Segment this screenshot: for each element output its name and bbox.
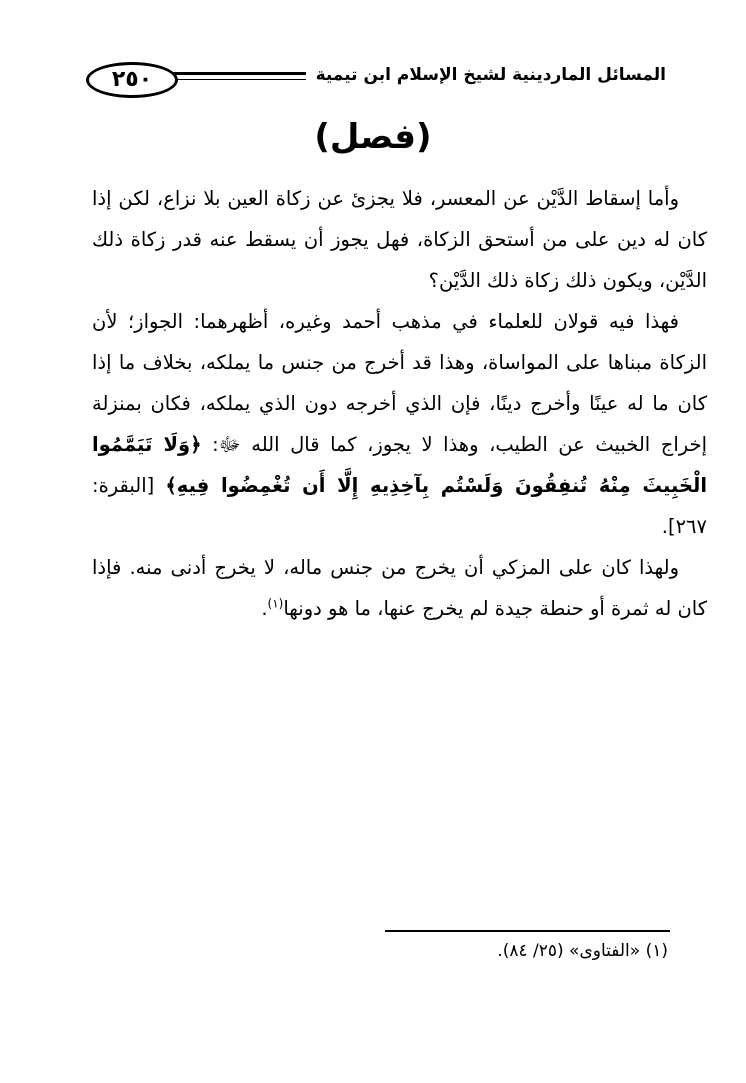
paragraph-3-end: . — [261, 597, 268, 620]
badge-tail-rule — [174, 72, 210, 75]
footnote-divider — [385, 930, 670, 932]
section-title: (فصل) — [314, 117, 432, 157]
running-title: المسائل الماردينية لشيخ الإسلام ابن تيمية — [306, 62, 666, 88]
page-number-badge: ٢٥٠ — [86, 62, 178, 98]
paragraph-3 — [92, 547, 707, 629]
paragraph-1: وأما إسقاط الدَّيْن عن المعسر، فلا يجزئ عن زكاة العين بلا نزاع، لكن إذا كان له دين على من أستحق الزكاة، فهل يجوز أن يسقط عنه قدر زكاة ذلك الدَّيْن، ويكون ذلك زكاة ذلك الدَّيْن؟ — [92, 187, 707, 292]
paragraph-2-text: فهذا فيه قولان للعلماء في مذهب أحمد وغيره، أظهرهما: الجواز؛ لأن الزكاة مبناها على المواساة، وهذا قد أخرج من جنس ما يملكه، بخلاف ما إذا كان ما له عينًا وأخرج دينًا، فإن الذي أخرجه دون الذي يملكه، فكان بمنزلة إخراج الخبيث عن الطيب، وهذا لا يجوز، كما قال الله ﷻ: — [92, 310, 707, 456]
quran-verse: ﴿وَلَا تَيَمَّمُوا الْخَبِيثَ مِنْهُ تُنفِقُونَ وَلَسْتُم بِآخِذِيهِ إِلَّا أَن تُغْمِضُوا فِيهِ﴾ — [92, 433, 707, 497]
badge-tail-rule-thin — [174, 79, 210, 80]
page-header — [86, 62, 666, 102]
footnote-marker[interactable]: (١) — [267, 596, 284, 611]
footnote: (١) «الفتاوى» (٢٥/ ٨٤). — [497, 941, 668, 961]
paragraph-3-text: ولهذا كان على المزكي أن يخرج من جنس ماله، لا يخرج أدنى منه. فإذا كان له ثمرة أو حنطة جيدة لم يخرج عنها، ما هو دونها — [92, 556, 707, 620]
body-text — [92, 178, 707, 629]
verse-reference: [البقرة: ٢٦٧]. — [92, 474, 707, 538]
paragraph-2 — [92, 301, 707, 547]
